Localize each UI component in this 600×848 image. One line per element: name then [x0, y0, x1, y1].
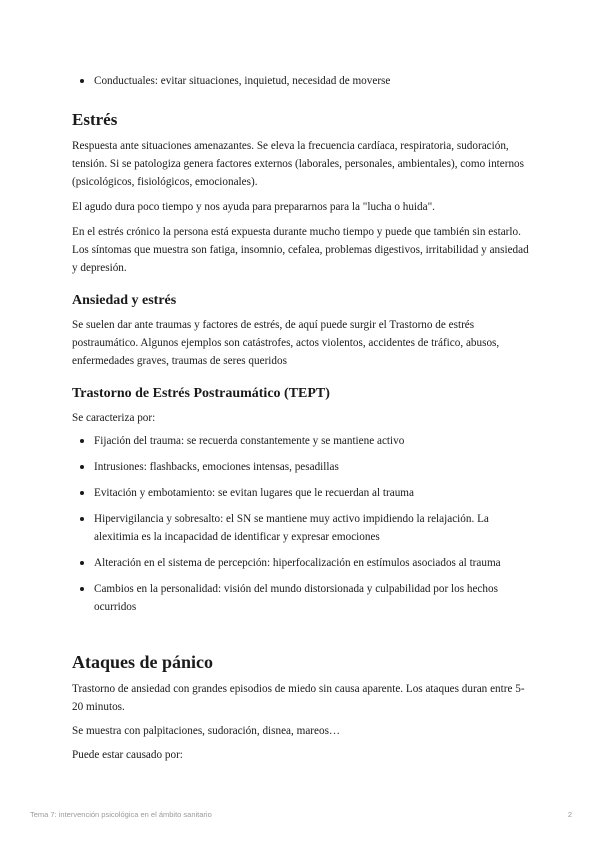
list-item: Conductuales: evitar situaciones, inquietud, necesidad de moverse: [72, 72, 532, 90]
panico-paragraph-3: Puede estar causado por:: [72, 749, 183, 761]
estres-paragraph-3: En el estrés crónico la persona está expuesta durante mucho tiempo y puede que también sin estarlo. Los síntomas que muestra son fatiga, insomnio, cefalea, problemas digestivos, irritabilidad y ansiedad y depresión.: [72, 226, 529, 274]
ansiedad-estres-heading: Ansiedad y estrés: [72, 293, 177, 308]
tept-heading: Trastorno de Estrés Postraumático (TEPT): [72, 386, 330, 401]
estres-paragraph-2: El agudo dura poco tiempo y nos ayuda para prepararnos para la "lucha o huida".: [72, 201, 435, 213]
list-item: Evitación y embotamiento: se evitan lugares que le recuerdan al trauma: [72, 484, 532, 502]
list-item: Intrusiones: flashbacks, emociones intensas, pesadillas: [72, 458, 532, 476]
list-item: Cambios en la personalidad: visión del mundo distorsionada y culpabilidad por los hechos ocurridos: [72, 580, 532, 616]
tept-symptoms-list: [72, 432, 532, 624]
page-number: 2: [567, 810, 572, 819]
footer-title: Tema 7: intervención psicológica en el ámbito sanitario: [30, 810, 212, 819]
tept-intro: Se caracteriza por:: [72, 412, 156, 424]
page-footer: [30, 810, 572, 819]
panico-paragraph-1: Trastorno de ansiedad con grandes episodios de miedo sin causa aparente. Los ataques duran entre 5-20 minutos.: [72, 683, 525, 713]
panico-heading: Ataques de pánico: [72, 652, 214, 672]
estres-paragraph-1: Respuesta ante situaciones amenazantes. Se eleva la frecuencia cardíaca, respiratoria, sudoración, tensión. Si se patologiza genera factores externos (laborales, personales, ambientales), como internos (psicológicos, fisiológicos, emocionales).: [72, 140, 525, 188]
list-item: Alteración en el sistema de percepción: hiperfocalización en estímulos asociados al trauma: [72, 554, 532, 572]
list-item: Fijación del trauma: se recuerda constantemente y se mantiene activo: [72, 432, 532, 450]
ansiedad-estres-paragraph: Se suelen dar ante traumas y factores de estrés, de aquí puede surgir el Trastorno de estrés postraumático. Algunos ejemplos son catástrofes, actos violentos, accidentes de tráfico, abusos, enfermedades graves, traumas de seres queridos: [72, 319, 500, 367]
conductuales-list: [72, 72, 532, 90]
panico-paragraph-2: Se muestra con palpitaciones, sudoración, disnea, mareos…: [72, 725, 341, 737]
estres-heading: Estrés: [72, 110, 118, 129]
list-item: Hipervigilancia y sobresalto: el SN se mantiene muy activo impidiendo la relajación. La alexitimia es la incapacidad de identificar y expresar emociones: [72, 510, 532, 546]
